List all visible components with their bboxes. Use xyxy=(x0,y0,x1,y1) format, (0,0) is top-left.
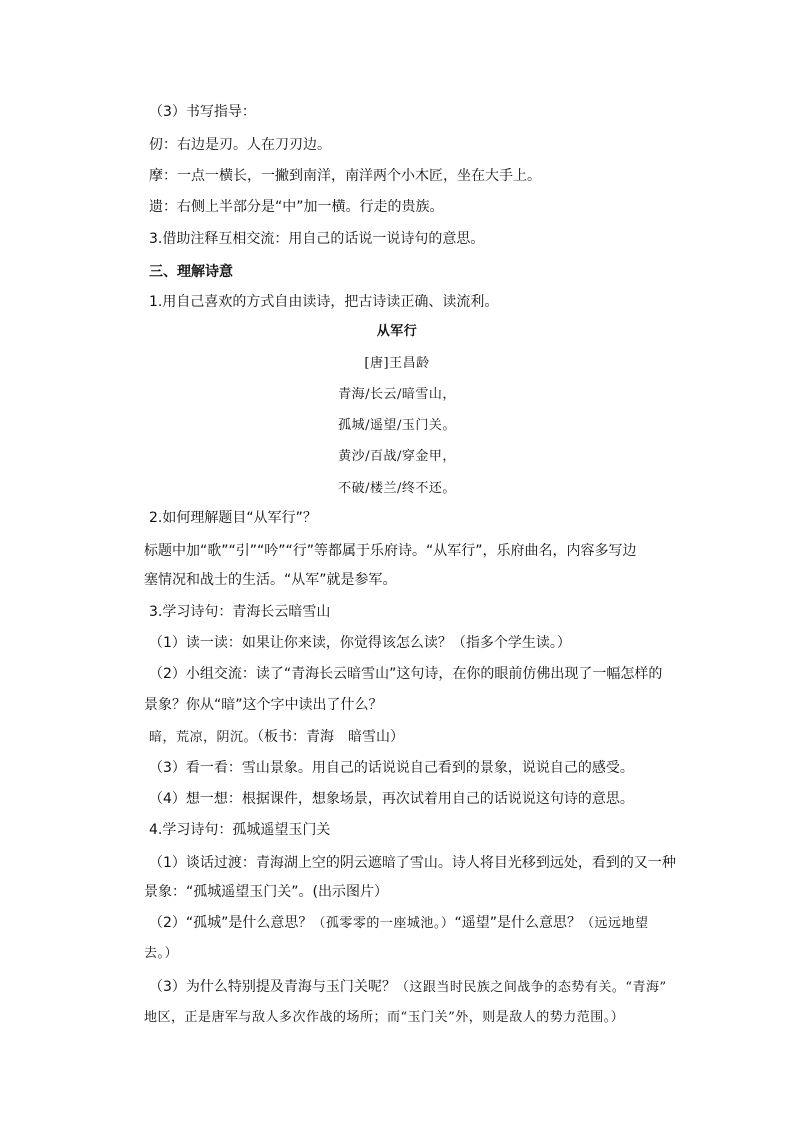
poem-title: 从军行 xyxy=(376,324,418,339)
text-line: 标题中加“歌”“引”“吟”“行”等都属于乐府诗。“从军行”，乐府曲名，内容多写边 xyxy=(144,543,637,559)
text-line: （4）想一想：根据课件，想象场景，再次试着用自己的话说说这句诗的意思。 xyxy=(149,791,634,807)
poem-line: 不破/楼兰/终不还。 xyxy=(338,481,456,496)
text-line: 3.借助注释互相交流：用自己的话说一说诗句的意思。 xyxy=(149,231,485,247)
answer-text: 暗，荒凉，阴沉。 xyxy=(149,730,258,745)
text-line: 塞情况和战士的生活。“从军”就是参军。 xyxy=(144,572,397,588)
text-line: 2.如何理解题目“从军行”？ xyxy=(149,510,317,526)
answer-text: 地区，正是唐军与敌人多次作战的场所；而“玉门关”外，则是敌人的势力范围。） xyxy=(144,1010,625,1025)
section-heading: 三、理解诗意 xyxy=(149,264,233,280)
poem-line: 孤城/遥望/玉门关。 xyxy=(338,418,456,433)
poem-author: [唐]王昌龄 xyxy=(364,356,430,371)
poem-line: 黄沙/百战/穿金甲， xyxy=(338,449,456,464)
text-line: （1）谈话过渡：青海湖上空的阴云遮暗了雪山。诗人将目光移到远处，看到的又一种 xyxy=(149,855,676,871)
question-text: “遥望”是什么意思？ xyxy=(454,915,581,931)
text-line: 4.学习诗句：孤城遥望玉门关 xyxy=(149,822,331,838)
text-line xyxy=(149,727,404,748)
text-line: 景象？你从“暗”这个字中读出了什么？ xyxy=(144,697,383,713)
text-line: （3）看一看：雪山景象。用自己的话说说自己看到的景象，说说自己的感受。 xyxy=(149,760,634,776)
text-line: 3.学习诗句：青海长云暗雪山 xyxy=(149,604,331,620)
board-note: （板书：青海 暗雪山） xyxy=(257,729,405,745)
text-line: 景象：“孤城遥望玉门关”。(出示图片） xyxy=(144,884,388,900)
text-line xyxy=(149,913,648,934)
text-line: （3）书写指导： xyxy=(149,104,256,120)
text-line: 仞：右边是刃。人在刀刃边。 xyxy=(149,137,331,153)
question-text: （3）为什么特别提及青海与玉门关呢？ xyxy=(149,979,396,995)
answer-text: （孤零零的一座城池。） xyxy=(312,916,455,931)
question-text: （2）“孤城”是什么意思？ xyxy=(149,915,313,931)
text-line xyxy=(149,977,667,998)
answer-text: 去。） xyxy=(144,946,179,961)
text-line: 摩：一点一横长，一撇到南洋，南洋两个小木匠，坐在大手上。 xyxy=(149,168,541,184)
text-line: 1.用自己喜欢的方式自由读诗，把古诗读正确、读流利。 xyxy=(149,294,499,310)
poem-line: 青海/长云/暗雪山， xyxy=(338,387,456,402)
text-line: （2）小组交流：读了“青海长云暗雪山”这句诗，在你的眼前仿佛出现了一幅怎样的 xyxy=(149,666,663,682)
answer-text: （远远地望 xyxy=(580,916,649,931)
answer-text: （这跟当时民族之间战争的态势有关。“青海” xyxy=(395,980,667,995)
text-line: 遗：右侧上半部分是“中”加一横。行走的贵族。 xyxy=(149,199,444,215)
text-line: （1）读一读：如果让你来读，你觉得该怎么读？（指多个学生读。） xyxy=(149,635,571,651)
